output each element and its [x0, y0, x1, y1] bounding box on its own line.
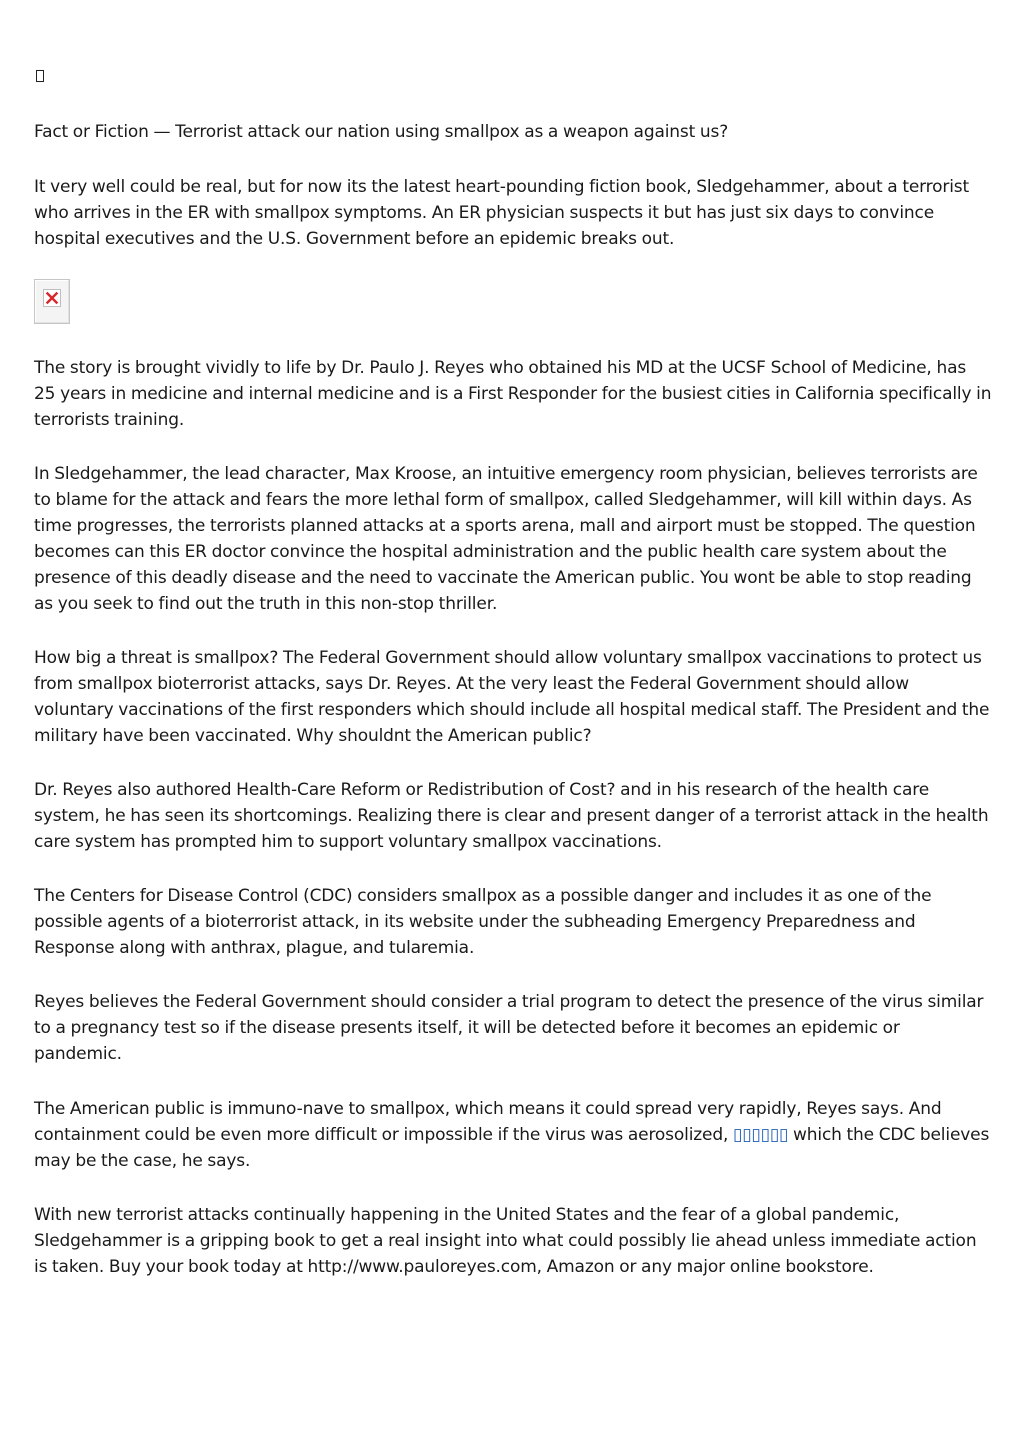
- red-x-icon: [43, 289, 61, 307]
- intro-paragraph: It very well could be real, but for now its the latest heart-pounding fiction book, Sledgehammer, about a terrorist who arrives in the ER with smallpox symptoms. An ER physician suspects it but has just six days to convince hospital executives and the U.S. Government before an epidemic breaks out.: [34, 177, 970, 249]
- immuno-text-before: The American public is immuno-nave to smallpox, which means it could spread very rapidly, Reyes says. And containment could be even more difficult or impossible if the virus was aerosolized,: [34, 1099, 942, 1145]
- trial-paragraph: Reyes believes the Federal Government should consider a trial program to detect the presence of the virus similar to a pregnancy test so if the disease presents itself, it will be detected before it becomes an epidemic or pandemic.: [34, 992, 984, 1064]
- cdc-paragraph: The Centers for Disease Control (CDC) considers smallpox as a possible danger and includes it as one of the possible agents of a bioterrorist attack, in its website under the subheading Emergency Preparedness and Response along with anthrax, plague, and tularemia.: [34, 886, 932, 958]
- article-headline: Fact or Fiction — Terrorist attack our nation using smallpox as a weapon against us?: [34, 122, 729, 142]
- immuno-text-after: which the CDC believes may be the case, he says.: [34, 1125, 990, 1171]
- reform-paragraph: Dr. Reyes also authored Health-Care Reform or Redistribution of Cost? and in his research of the health care system, he has seen its shortcomings. Realizing there is clear and present danger of a terrorist attack in the health care system has prompted him to support voluntary smallpox vaccinations.: [34, 780, 989, 852]
- threat-paragraph: How big a threat is smallpox? The Federal Government should allow voluntary smallpox vaccinations to protect us from smallpox bioterrorist attacks, says Dr. Reyes. At the very least the Federal Government should allow voluntary vaccinations of the first responders which should include all hospital medical staff. The President and the military have been vaccinated. Why shouldnt the American public?: [34, 648, 990, 746]
- immuno-paragraph: [34, 1096, 992, 1174]
- plot-paragraph: In Sledgehammer, the lead character, Max Kroose, an intuitive emergency room physician, believes terrorists are to blame for the attack and fears the more lethal form of smallpox, called Sledgehammer, will kill within days. As time progresses, the terrorists planned attacks at a sports arena, mall and airport must be stopped. The question becomes can this ER doctor convince the hospital administration and the public health care system about the presence of this deadly disease and the need to vaccinate the American public. You wont be able to stop reading as you seek to find out the truth in this non-stop thriller.: [34, 464, 978, 614]
- closing-paragraph: With new terrorist attacks continually happening in the United States and the fear of a global pandemic, Sledgehammer is a gripping book to get a real insight into what could possibly lie ahead unless immediate action is taken. Buy your book today at http://www.pauloreyes.com, Amazon or any major online bookstore.: [34, 1205, 977, 1277]
- broken-image-icon: [34, 279, 70, 324]
- author-paragraph: The story is brought vividly to life by Dr. Paulo J. Reyes who obtained his MD at the UCSF School of Medicine, has 25 years in medicine and internal medicine and is a First Responder for the busiest cities in California specifically in terrorists training.: [34, 358, 992, 430]
- inline-link[interactable]: ▯▯▯▯▯▯: [733, 1125, 789, 1145]
- missing-glyph-icon: [36, 70, 44, 82]
